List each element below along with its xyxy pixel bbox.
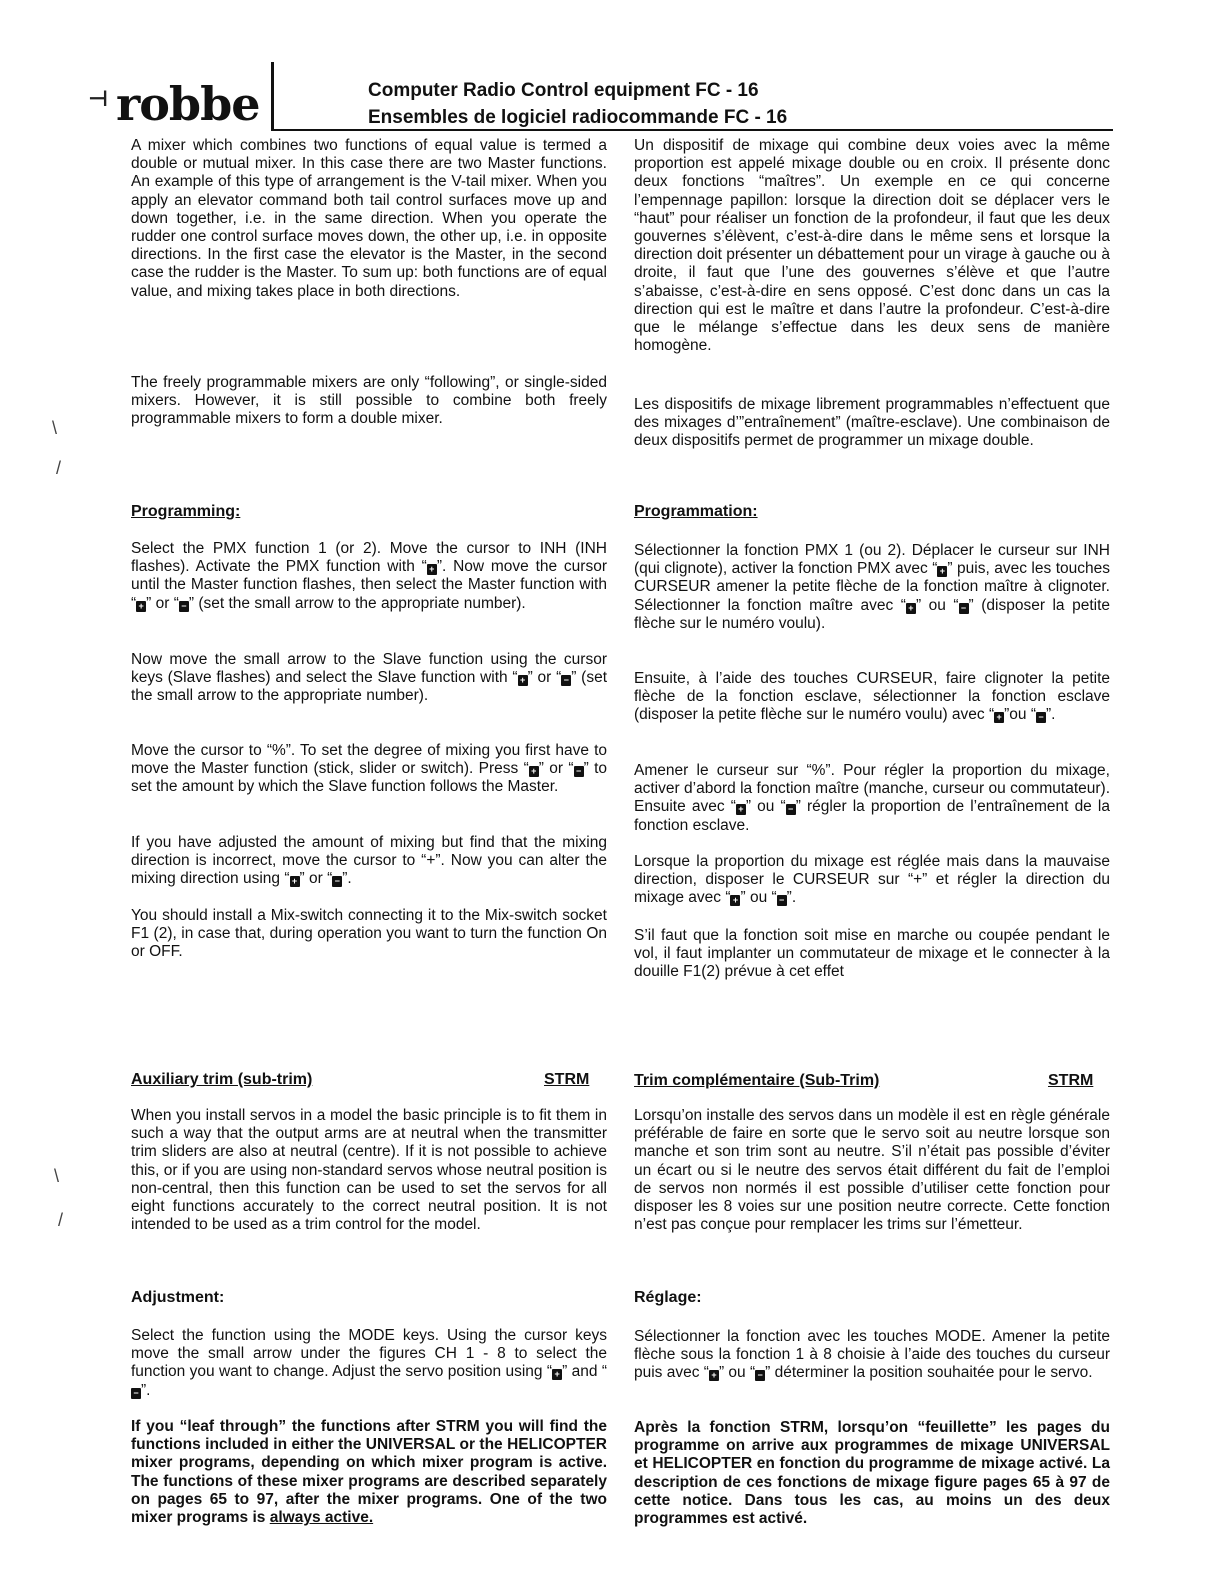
margin-mark: / <box>58 1210 64 1230</box>
plus-key-icon: + <box>427 564 437 575</box>
plus-key-icon: + <box>937 566 947 577</box>
logo-mark-icon: ⊣ <box>88 86 109 111</box>
paragraph-proportion-mixage: Amener le curseur sur “%”. Pour régler la proportion du mixage, activer d’abord la fonction maître (manche, curseur ou commutateur). Ensuite avec “ + ” ou “ − ” régler la proportion de l’entraînement de la fonction esclave. <box>634 762 1110 834</box>
strm-code: STRM <box>544 1071 590 1088</box>
minus-key-icon: − <box>179 601 189 612</box>
minus-key-icon: − <box>959 603 969 614</box>
paragraph-reglage: Sélectionner la fonction avec les touches MODE. Amener la petite flèche sous la fonction 1 à 8 choisie à l’aide des touches du curseur puis avec “ + ” ou “ − ” déterminer la position souhaitée pour le servo. <box>634 1328 1110 1382</box>
minus-key-icon: − <box>131 1388 141 1399</box>
minus-key-icon: − <box>561 675 571 686</box>
paragraph-select-pmx: Select the PMX function 1 (or 2). Move the cursor to INH (INH flashes). Activate the PMX function with “ + ”. Now move the cursor until the Master function flashes, then select the Master function with “ + ” or “ − ” (set the small arrow to the appropriate number). <box>131 540 607 612</box>
paragraph-mixage-double: Un dispositif de mixage qui combine deux voies avec la même proportion est appelé mixage double ou en croix. Il présente donc deux fonctions “maîtres”. Un exemple en ce qui concerne l’empennage papillon: lorsque la direction doit se déplacer vers le “haut” pour réaliser un fonction de la profondeur, il faut que les deux gouvernes s’élèvent, c’est-à-dire dans le même sens et lorsque la direction doit présenter un débattement pour un virage à gauche ou à droite, il faut que l’une des gouvernes s’élève et que l’autre s’abaisse, c’est-à-dire en sens opposé. C’est donc dans un cas la direction qui est le maître et dans l’autre la profondeur. C’est-à-dire que le mélange s’effectue dans les deux sens de manière homogène. <box>634 137 1110 355</box>
plus-key-icon: + <box>518 675 528 686</box>
paragraph-trim-complementaire: Lorsqu’on installe des servos dans un modèle il est en règle générale préférable de faire en sorte que le servo soit au neutre lorsque son manche et son trim sont au neutre. S’il n’était pas possible d’éviter un écart ou si le neutre des servos était différent du fait de l’emploi de servos non normés il est possible d’utiliser cette fonction pour disposer les 8 voies sur une position neutre correcte. Cette fonction n’est pas conçue pour remplacer les trims sur l’émetteur. <box>634 1107 1110 1234</box>
plus-key-icon: + <box>529 766 539 777</box>
minus-key-icon: − <box>574 766 584 777</box>
paragraph-mixing-degree: Move the cursor to “%”. To set the degree of mixing you first have to move the Master function (stick, slider or switch). Press “ + ” or “ − ” to set the amount by which the Slave function follows the Master. <box>131 742 608 796</box>
paragraph-mixer-programs: If you “leaf through” the functions after STRM you will find the functions included in either the UNIVERSAL or the HELICOPTER mixer programs, depending on which mixer program is active. The functions of these mixer programs are described separately on pages 65 to 97, after the mixer programs. One of the two mixer programs is always active. <box>131 1418 607 1527</box>
paragraph-mixing-direction: If you have adjusted the amount of mixing but find that the mixing direction is incorrect, move the cursor to “+”. Now you can alter the mixing direction using “ + ” or “ − ”. <box>131 834 607 888</box>
paragraph-fonction-esclave: Ensuite, à l’aide des touches CURSEUR, faire clignoter la petite flèche de la fonction esclave, sélectionner la fonction esclave (disposer la petite flèche sur le numéro voulu) avec “ + ”ou “ − ”. <box>634 670 1110 724</box>
plus-key-icon: + <box>136 601 146 612</box>
paragraph-mixages-libres: Les dispositifs de mixage librement programmables n’effectuent que des mixages d’”entraînement” (maître-esclave). Une combinaison de deux dispositifs permet de programmer un mixage double. <box>634 396 1110 450</box>
margin-mark: \ <box>54 1166 60 1186</box>
strm-code: STRM <box>1048 1072 1094 1089</box>
plus-key-icon: + <box>290 876 300 887</box>
paragraph-sub-trim: When you install servos in a model the basic principle is to fit them in such a way that the output arms are at neutral when the transmitter trim sliders are also at neutral (centre). If it is not possible to achieve this, or if you are using non-standard servos whose neutral position is non-central, then this function can be used to set the servos for all eight functions accurately to the correct neutral position. It is not intended to be used as a trim control for the model. <box>131 1107 607 1234</box>
minus-key-icon: − <box>777 895 787 906</box>
heading-trim-complementaire: Trim complémentaire (Sub-Trim) <box>634 1072 880 1089</box>
plus-key-icon: + <box>552 1369 562 1380</box>
minus-key-icon: − <box>1036 712 1046 723</box>
margin-mark: \ <box>52 418 58 438</box>
robbe-logo <box>84 77 274 131</box>
paragraph-selection-pmx: Sélectionner la fonction PMX 1 (ou 2). Déplacer le curseur sur INH (qui clignote), activer la fonction PMX avec “ + ” puis, avec les touches CURSEUR amener la petite flèche de la fonction maître à clignoter. Sélectionner la fonction maître avec “ + ” ou “ − ” (disposer la petite flèche sur le numéro voulu). <box>634 542 1110 632</box>
paragraph-mix-switch: You should install a Mix-switch connecting it to the Mix-switch socket F1 (2), in case that, during operation you want to turn the function On or OFF. <box>131 907 607 961</box>
plus-key-icon: + <box>709 1370 719 1381</box>
paragraph-double-mixer: A mixer which combines two functions of equal value is termed a double or mutual mixer. In this case there are two Master functions. An example of this type of arrangement is the V-tail mixer. When you apply an elevator command both tail control surfaces move up and down together, i.e. in the same direction. When you operate the rudder one control surface moves down, the other up, i.e. in opposite directions. In the first case the elevator is the Master, in the second case the rudder is the Master. To sum up: both functions are of equal value, and mixing takes place in both directions. <box>131 137 607 300</box>
heading-reglage: Réglage: <box>634 1289 702 1306</box>
plus-key-icon: + <box>994 712 1004 723</box>
plus-key-icon: + <box>736 804 746 815</box>
plus-key-icon: + <box>730 895 740 906</box>
brand-name: robbe <box>116 77 260 131</box>
paragraph-free-mixers: The freely programmable mixers are only “following”, or single-sided mixers. However, it is still possible to combine both freely programmable mixers to form a double mixer. <box>131 374 607 428</box>
paragraph-adjustment: Select the function using the MODE keys. Using the cursor keys move the small arrow under the figures CH 1 - 8 to select the function you want to change. Adjust the servo position using “ + ” and “− ”. <box>131 1327 607 1399</box>
heading-adjustment: Adjustment: <box>131 1289 225 1306</box>
page-title-french: Ensembles de logiciel radiocommande FC - 16 <box>368 107 788 128</box>
paragraph-direction-mixage: Lorsque la proportion du mixage est réglée mais dans la mauvaise direction, disposer le CURSEUR sur “+” et régler la direction du mixage avec “ + ” ou “ − ”. <box>634 853 1110 907</box>
paragraph-slave-function: Now move the small arrow to the Slave function using the cursor keys (Slave flashes) and select the Slave function with “ + ” or “ − ” (set the small arrow to the appropriate number). <box>131 651 607 705</box>
minus-key-icon: − <box>332 876 342 887</box>
paragraph-commutateur: S’il faut que la fonction soit mise en marche ou coupée pendant le vol, il faut implanter un commutateur de mixage et le connecter à la douille F1(2) prévue à cet effet <box>634 927 1110 981</box>
minus-key-icon: − <box>786 804 796 815</box>
minus-key-icon: − <box>755 1370 765 1381</box>
paragraph-programmes-mixage: Après la fonction STRM, lorsqu’on “feuillette” les pages du programme on arrive aux programmes de mixage UNIVERSAL et HELICOPTER en fonction du programme de mixage activé. La description de ces fonctions de mixage figure pages 65 à 97 de cette notice. Dans tous les cas, au moins un des deux programmes est activé. <box>634 1419 1110 1528</box>
header-rule <box>271 129 1113 131</box>
header-divider <box>271 62 274 130</box>
heading-programmation: Programmation: <box>634 503 758 520</box>
margin-mark: / <box>56 458 62 478</box>
plus-key-icon: + <box>906 603 916 614</box>
page-title-english: Computer Radio Control equipment FC - 16 <box>368 80 759 101</box>
heading-programming: Programming: <box>131 503 241 520</box>
heading-sub-trim: Auxiliary trim (sub-trim) <box>131 1071 313 1088</box>
